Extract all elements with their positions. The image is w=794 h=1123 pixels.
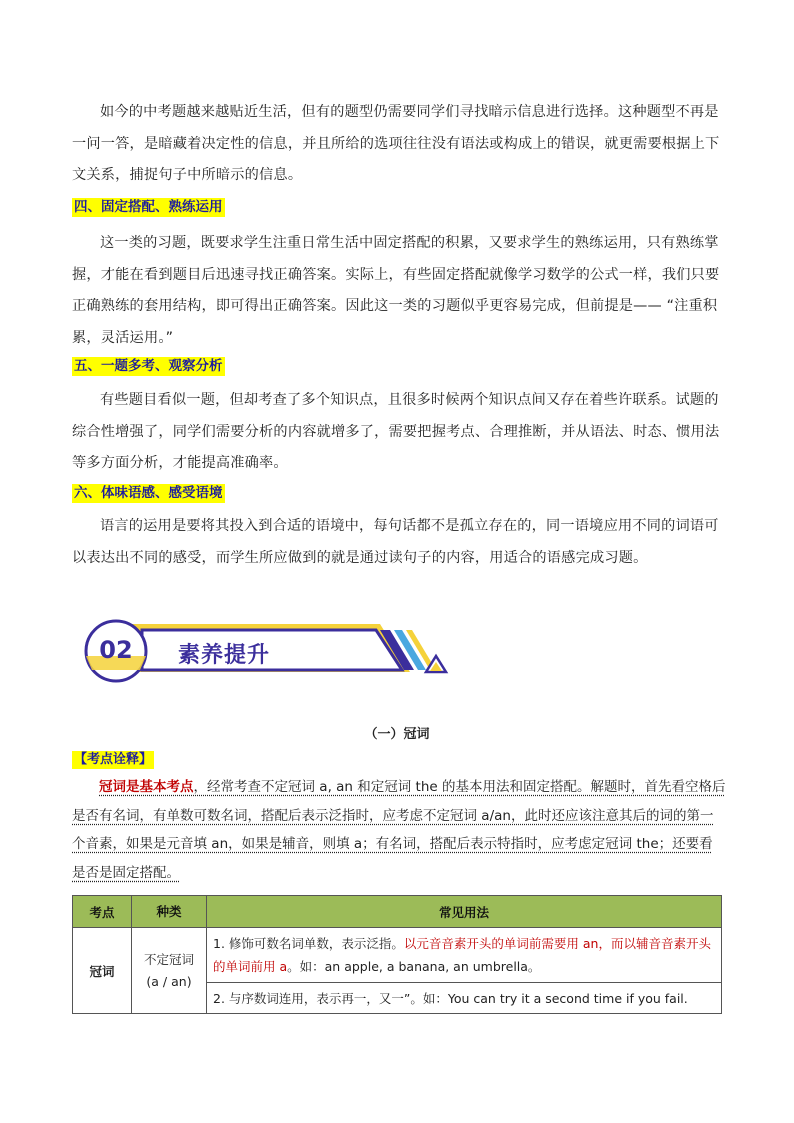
usage-table bbox=[72, 895, 722, 1014]
usage-1-tail: 。如：an apple, a banana, an umbrella。 bbox=[287, 959, 541, 974]
header-topic: 考点 bbox=[73, 896, 132, 928]
cell-usage-2: 2. 与序数词连用，表示再一，又一”。如：You can try it a second time if you fail. bbox=[207, 983, 722, 1014]
paragraph-language-sense: 语言的运用是要将其投入到合适的语境中，每句话都不是孤立存在的，同一语境应用不同的词语可以表达出不同的感受，而学生所应做到的就是通过读句子的内容，用适合的语感完成习题。 bbox=[72, 518, 719, 566]
paragraph-context-clues: 如今的中考题越来越贴近生活，但有的题型仍需要同学们寻找暗示信息进行选择。这种题型不再是一问一答，是暗藏着决定性的信息，并且所给的选项往往没有语法或构成上的错误，就更需要根据上下文关系，捕捉句子中所暗示的信息。 bbox=[72, 104, 720, 183]
usage-1-plain: 1. 修饰可数名词单数，表示泛指。 bbox=[213, 936, 404, 951]
heading-language-sense: 六、体味语感、感受语境 bbox=[74, 485, 223, 501]
cell-topic: 冠词 bbox=[73, 928, 132, 1014]
cell-kind bbox=[132, 928, 207, 1014]
paragraph-fixed-collocations: 这一类的习题，既要求学生注重日常生活中固定搭配的积累，又要求学生的熟练运用，只有熟练掌握，才能在看到题目后迅速寻找正确答案。实际上，有些固定搭配就像学习数学的公式一样，我们只要正确熟练的套用结构，即可得出正确答案。因此这一类的习题似乎更容易完成，但前提是—— “注重积累，灵活运用。” bbox=[72, 235, 720, 346]
usage-1-red: 以元音音素开头的单词前需要用 an，而以辅音音素开头的单词前用 a bbox=[213, 936, 711, 974]
cell-usage-1 bbox=[207, 928, 722, 983]
banner-title: 素养提升 bbox=[178, 643, 271, 668]
heading-fixed-collocations: 四、固定搭配、熟练运用 bbox=[74, 199, 223, 215]
header-kind: 种类 bbox=[132, 896, 207, 928]
section-title-articles: （一）冠词 bbox=[364, 727, 430, 742]
key-point-label: 【考点诠释】 bbox=[74, 752, 153, 767]
header-usage: 常见用法 bbox=[207, 896, 722, 928]
kind-line-2: (a / an) bbox=[146, 973, 192, 989]
explanation-emphasis: 冠词是基本考点 bbox=[99, 779, 194, 795]
banner-number: 02 bbox=[99, 636, 133, 664]
kind-line-1: 不定冠词 bbox=[143, 951, 194, 967]
table-header-row bbox=[73, 896, 722, 928]
section-banner bbox=[80, 616, 460, 686]
table-row bbox=[73, 928, 722, 983]
paragraph-multi-points: 有些题目看似一题，但却考查了多个知识点，且很多时候两个知识点间又存在着些许联系。试题的综合性增强了，同学们需要分析的内容就增多了，需要把握考点、合理推断，并从语法、时态、惯用法等多方面分析，才能提高准确率。 bbox=[72, 392, 720, 471]
key-point-explanation bbox=[72, 773, 726, 887]
explanation-text: ，经常考查不定冠词 a, an 和定冠词 the 的基本用法和固定搭配。解题时，首先看空格后是否有名词，有单数可数名词，搭配后表示泛指时，应考虑不定冠词 a/an，此时还应该注意其后的词的第一个音素，如果是元音填 an，如果是辅音，则填 a；有名词，搭配后表示特指时，应考虑定冠词 the；还要看是否是固定搭配。 bbox=[72, 779, 726, 881]
heading-multi-points: 五、一题多考、观察分析 bbox=[74, 358, 223, 374]
